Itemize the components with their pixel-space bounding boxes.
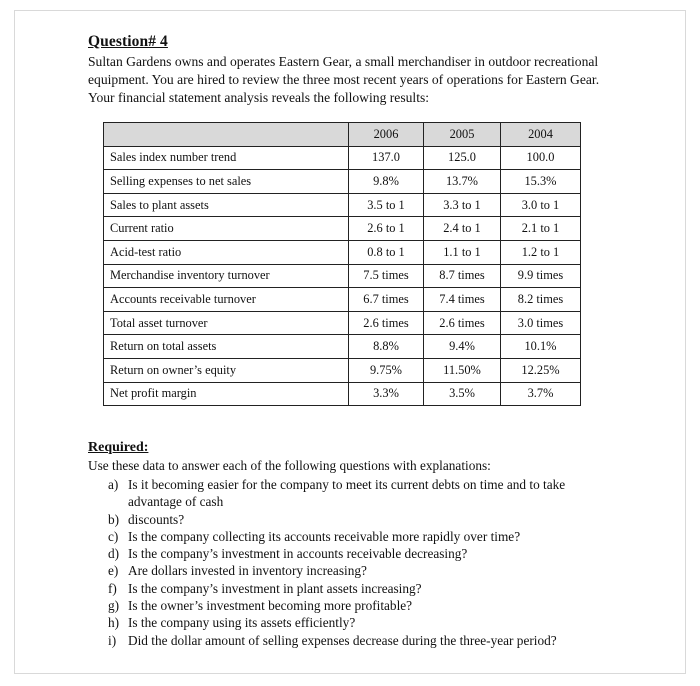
table-header-row [104,123,581,147]
row-label: Return on total assets [104,335,349,359]
row-label: Merchandise inventory turnover [104,264,349,288]
value-cell: 7.5 times [349,264,424,288]
row-label: Total asset turnover [104,311,349,335]
table-row [104,311,581,335]
value-cell: 3.0 times [501,311,581,335]
question-letter: h) [108,615,120,631]
question-text: Is it becoming easier for the company to meet its current debts on time and to take advantage of cash [128,477,566,510]
value-cell: 2.4 to 1 [424,217,501,241]
intro-line: equipment. You are hired to review the three most recent years of operations for Eastern Gear. [88,72,600,87]
table-row [104,146,581,170]
question-text: discounts? [128,511,185,527]
ratio-table [103,122,581,406]
question-letter: f) [108,580,117,596]
value-cell: 7.4 times [424,288,501,312]
row-label: Net profit margin [104,382,349,406]
value-cell: 9.9 times [501,264,581,288]
value-cell: 1.1 to 1 [424,240,501,264]
question-letter: e) [108,563,119,579]
question-text: Is the company’s investment in accounts receivable decreasing? [128,546,468,562]
value-cell: 100.0 [501,146,581,170]
value-cell: 6.7 times [349,288,424,312]
question-text: Is the company collecting its accounts receivable more rapidly over time? [128,528,521,544]
question-title: Question# 4 [88,33,168,50]
question-letter: c) [108,528,119,544]
value-cell: 12.25% [501,358,581,382]
question-letter: i) [108,632,117,648]
question-item [108,597,608,614]
question-item [108,476,608,511]
question-text: Is the company using its assets efficiently? [128,615,356,631]
question-text: Is the owner’s investment becoming more profitable? [128,598,413,614]
value-cell: 3.3% [349,382,424,406]
question-text: Are dollars invested in inventory increasing? [128,563,367,579]
value-cell: 125.0 [424,146,501,170]
value-cell: 0.8 to 1 [349,240,424,264]
question-text: Is the company’s investment in plant assets increasing? [128,580,422,596]
header-blank-cell [104,123,349,147]
question-item [108,614,608,631]
table-row [104,240,581,264]
required-heading: Required: [88,440,149,455]
question-letter: a) [108,477,119,492]
question-text: Did the dollar amount of selling expenses decrease during the three-year period? [128,632,557,648]
value-cell: 8.7 times [424,264,501,288]
value-cell: 9.4% [424,335,501,359]
row-label: Selling expenses to net sales [104,170,349,194]
question-letter: b) [108,511,120,527]
value-cell: 137.0 [349,146,424,170]
value-cell: 15.3% [501,170,581,194]
instructions: Use these data to answer each of the following questions with explanations: [88,458,491,473]
question-item [108,511,608,528]
value-cell: 13.7% [424,170,501,194]
value-cell: 1.2 to 1 [501,240,581,264]
question-list [108,476,608,649]
question-item [108,562,608,579]
table-row [104,264,581,288]
question-item [108,528,608,545]
value-cell: 2.1 to 1 [501,217,581,241]
intro-line: Your financial statement analysis reveals the following results: [88,90,430,105]
value-cell: 2.6 times [424,311,501,335]
value-cell: 8.8% [349,335,424,359]
year-header: 2004 [501,123,581,147]
row-label: Sales to plant assets [104,193,349,217]
question-item [108,632,608,649]
row-label: Return on owner’s equity [104,358,349,382]
year-header: 2006 [349,123,424,147]
row-label: Accounts receivable turnover [104,288,349,312]
value-cell: 3.3 to 1 [424,193,501,217]
value-cell: 2.6 times [349,311,424,335]
question-item [108,545,608,562]
value-cell: 3.0 to 1 [501,193,581,217]
intro-line: Sultan Gardens owns and operates Eastern Gear, a small merchandiser in outdoor recreational [88,54,599,69]
question-letter: d) [108,546,120,562]
value-cell: 3.7% [501,382,581,406]
row-label: Sales index number trend [104,146,349,170]
table-row [104,335,581,359]
value-cell: 10.1% [501,335,581,359]
value-cell: 8.2 times [501,288,581,312]
table-row [104,193,581,217]
table-row [104,358,581,382]
table-row [104,288,581,312]
year-header: 2005 [424,123,501,147]
table-row [104,170,581,194]
table-row [104,217,581,241]
value-cell: 2.6 to 1 [349,217,424,241]
question-item [108,580,608,597]
intro-paragraph [88,53,638,107]
row-label: Acid-test ratio [104,240,349,264]
table-body [104,146,581,406]
question-letter: g) [108,598,120,614]
value-cell: 3.5% [424,382,501,406]
value-cell: 9.75% [349,358,424,382]
row-label: Current ratio [104,217,349,241]
value-cell: 3.5 to 1 [349,193,424,217]
value-cell: 9.8% [349,170,424,194]
value-cell: 11.50% [424,358,501,382]
table-row [104,382,581,406]
